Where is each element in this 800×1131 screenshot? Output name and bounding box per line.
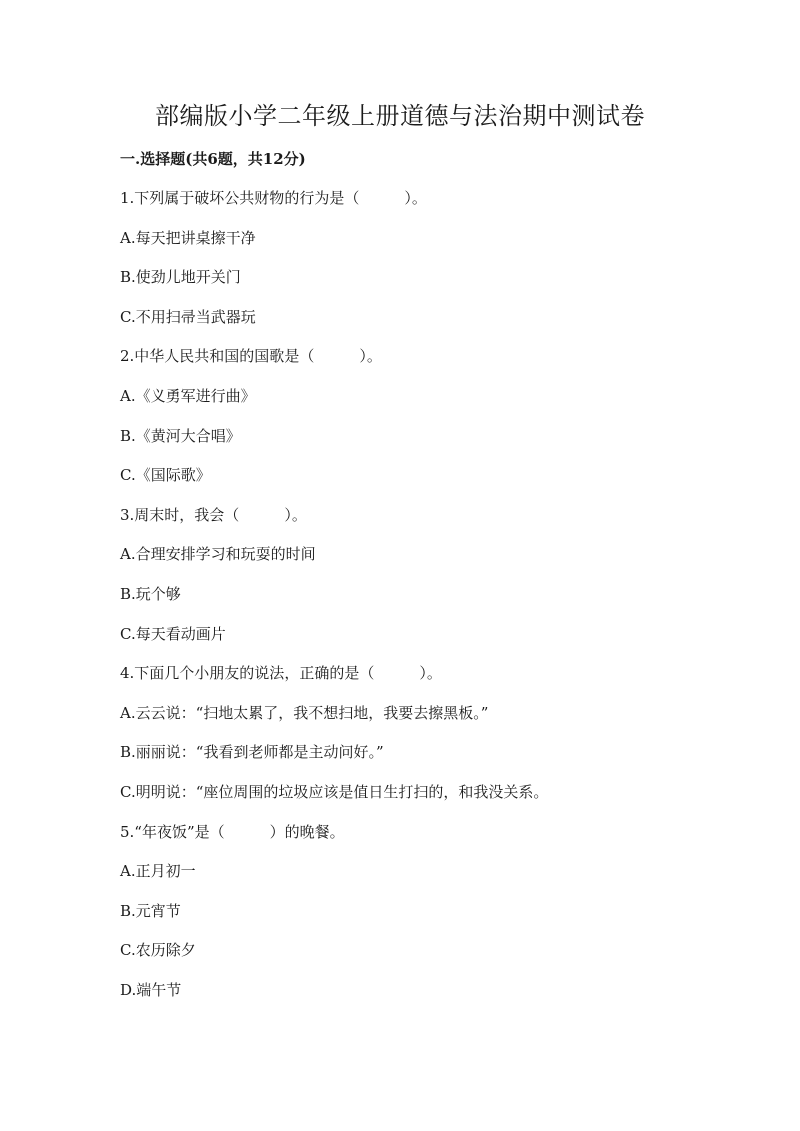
question-4-option-a: A.云云说：“扫地太累了，我不想扫地，我要去擦黑板。” (120, 703, 489, 722)
question-list (120, 188, 740, 1019)
question-3-option-c: C.每天看动画片 (120, 624, 226, 643)
question-5-option-a: A.正月初一 (120, 862, 196, 881)
section-heading: 一.选择题(共6题，共12分) (120, 150, 306, 168)
question-5-option-d: D.端午节 (120, 980, 182, 999)
question-1-option-a: A.每天把讲桌擦干净 (120, 228, 256, 247)
question-1: 1.下列属于破坏公共财物的行为是（ ）。 (120, 189, 427, 207)
question-4: 4.下面几个小朋友的说法，正确的是（ ）。 (120, 664, 442, 683)
page-title: 部编版小学二年级上册道德与法治期中测试卷 (155, 102, 645, 130)
question-1-option-b: B.使劲儿地开关门 (120, 268, 241, 287)
question-5: 5.“年夜饭”是（ ）的晚餐。 (120, 822, 345, 841)
question-2-option-c: C.《国际歌》 (120, 466, 211, 485)
question-4-option-b: B.丽丽说：“我看到老师都是主动问好。” (120, 743, 384, 762)
question-3-option-a: A.合理安排学习和玩耍的时间 (120, 545, 316, 564)
question-3: 3.周末时，我会（ ）。 (120, 505, 307, 524)
question-1-option-c: C.不用扫帚当武器玩 (120, 307, 256, 326)
question-5-option-b: B.元宵节 (120, 901, 181, 920)
question-2-option-a: A.《义勇军进行曲》 (120, 386, 256, 405)
question-2: 2.中华人民共和国的国歌是（ ）。 (120, 347, 382, 366)
question-3-option-b: B.玩个够 (120, 584, 181, 603)
question-2-option-b: B.《黄河大合唱》 (120, 426, 241, 445)
question-5-option-c: C.农历除夕 (120, 941, 196, 960)
question-4-option-c: C.明明说：“座位周围的垃圾应该是值日生打扫的，和我没关系。 (120, 782, 549, 801)
